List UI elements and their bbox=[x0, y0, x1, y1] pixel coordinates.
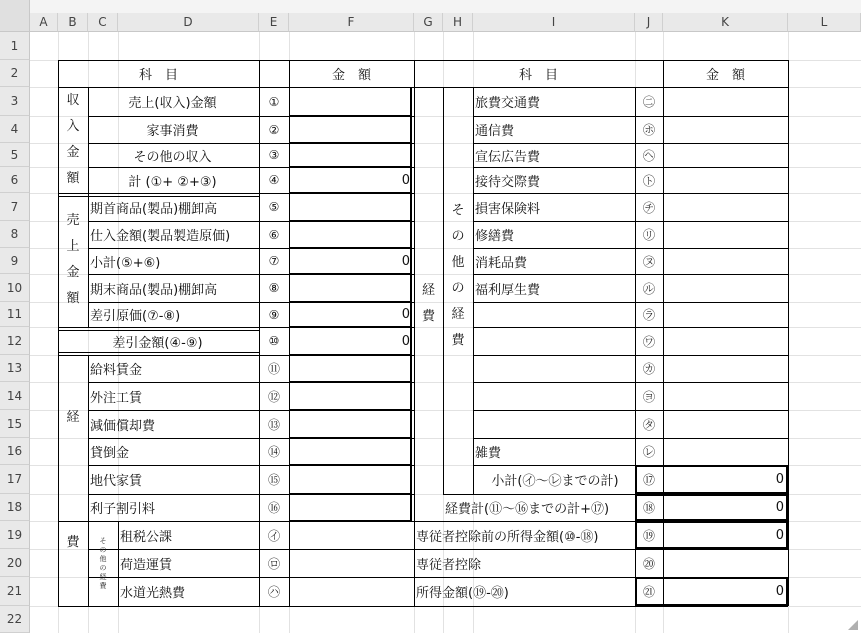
income-group-label bbox=[58, 87, 88, 193]
other-small-group-label-char: 費 bbox=[99, 581, 107, 590]
row-header-6[interactable]: 6 bbox=[0, 167, 30, 193]
left-item-mark-4: ④ bbox=[268, 173, 280, 187]
left-item-label-9: 差引原価(⑦-⑧) bbox=[90, 309, 181, 324]
left-item-mark-17: ㋑ bbox=[267, 528, 280, 543]
amount-box-border bbox=[635, 465, 788, 494]
right-item-label-1: 旅費交通費 bbox=[475, 96, 541, 111]
row-header-13[interactable]: 13 bbox=[0, 355, 30, 382]
left-subject-header: 科 目 bbox=[138, 68, 178, 83]
left-item-label-11: 給料賃金 bbox=[90, 363, 143, 378]
column-header-E[interactable]: E bbox=[259, 13, 289, 32]
right-item-mark-12: ㋵ bbox=[642, 389, 655, 404]
border-line bbox=[259, 382, 260, 410]
left-item-label-19: 水道光熱費 bbox=[120, 586, 186, 601]
right-amount-cell-18[interactable] bbox=[663, 549, 788, 577]
border-line bbox=[259, 549, 260, 577]
right-item-label-14: 雑費 bbox=[475, 446, 502, 461]
border-line bbox=[259, 410, 260, 438]
right-item-mark-5: ㋠ bbox=[642, 200, 655, 215]
other-expense-group-label-char: の bbox=[451, 281, 465, 296]
left-item-label-10: 差引金額(④-⑨) bbox=[112, 335, 203, 351]
column-header-I[interactable]: I bbox=[473, 13, 635, 32]
border-line bbox=[259, 355, 260, 382]
amount-box-border bbox=[289, 327, 412, 355]
right-amount-cell-2[interactable] bbox=[663, 116, 788, 143]
right-item-mark-4: ㋣ bbox=[642, 173, 655, 188]
left-item-label-3: その他の収入 bbox=[133, 149, 212, 165]
right-item-label-2: 通信費 bbox=[475, 124, 515, 139]
amount-box-border bbox=[289, 116, 412, 143]
border-line bbox=[788, 60, 789, 606]
row-header-10[interactable]: 10 bbox=[0, 274, 30, 302]
sales-group-label bbox=[58, 193, 88, 327]
left-item-mark-6: ⑥ bbox=[268, 227, 280, 242]
amount-box-border bbox=[635, 521, 788, 549]
right-amount-cell-3[interactable] bbox=[663, 143, 788, 167]
left-item-mark-2: ② bbox=[268, 122, 280, 137]
right-item-mark-7: ㋦ bbox=[642, 254, 655, 269]
sales-group-label-char: 上 bbox=[66, 239, 80, 254]
right-amount-cell-5[interactable] bbox=[663, 193, 788, 221]
border-line bbox=[259, 521, 260, 549]
border-line bbox=[259, 438, 260, 465]
border-line bbox=[259, 167, 260, 193]
other-small-group-label bbox=[88, 525, 118, 602]
expense-group-label bbox=[58, 355, 88, 606]
right-amount-header: 金 額 bbox=[705, 68, 745, 83]
left-item-mark-9: ⑨ bbox=[268, 307, 280, 322]
right-amount-cell-1[interactable] bbox=[663, 87, 788, 116]
amount-box-border bbox=[289, 438, 412, 465]
other-small-group-label-char: の bbox=[99, 563, 107, 572]
left-item-mark-7: ⑦ bbox=[268, 254, 280, 268]
left-item-label-17: 租税公課 bbox=[120, 529, 173, 545]
border-line bbox=[473, 87, 474, 494]
left-amount-cell-4[interactable]: 0 bbox=[401, 172, 410, 188]
right-item-label-19: 所得金額(⑲-⑳) bbox=[416, 586, 509, 601]
right-item-label-12 bbox=[475, 382, 635, 410]
right-item-label-16: 経費計(⑪〜⑯までの計+⑰) bbox=[445, 502, 610, 517]
left-item-mark-19: ㋩ bbox=[267, 585, 280, 599]
left-item-label-15: 地代家賃 bbox=[90, 474, 143, 489]
column-header-K[interactable]: K bbox=[663, 13, 788, 32]
right-amount-cell-12[interactable] bbox=[663, 382, 788, 410]
amount-box-border bbox=[289, 302, 412, 327]
right-amount-cell-15[interactable]: 0 bbox=[775, 472, 784, 487]
amount-box-border bbox=[289, 143, 412, 167]
row-header-17[interactable]: 17 bbox=[0, 465, 30, 494]
row-header-14[interactable]: 14 bbox=[0, 382, 30, 410]
left-item-label-18: 荷造運賃 bbox=[120, 557, 173, 573]
right-item-mark-10: ㋻ bbox=[642, 334, 655, 349]
column-header-C[interactable]: C bbox=[88, 13, 118, 32]
right-item-mark-14: ㋹ bbox=[642, 445, 655, 459]
right-amount-cell-10[interactable] bbox=[663, 327, 788, 355]
left-item-label-7: 小計(⑤+⑥) bbox=[90, 255, 161, 271]
border-line bbox=[259, 143, 260, 167]
right-item-label-5: 損害保険料 bbox=[475, 201, 541, 217]
right-item-label-15: 小計(㋑〜㋹までの計) bbox=[491, 474, 619, 489]
row-header-20[interactable]: 20 bbox=[0, 549, 30, 577]
left-item-label-14: 貸倒金 bbox=[90, 446, 130, 461]
other-expense-group-label-char: 他 bbox=[451, 255, 465, 270]
corner-triangle-icon bbox=[848, 620, 858, 630]
income-group-label-char: 収 bbox=[66, 93, 80, 108]
right-amount-cell-6[interactable] bbox=[663, 221, 788, 248]
border-line bbox=[58, 352, 259, 353]
column-header-H[interactable]: H bbox=[443, 13, 473, 32]
left-amount-cell-10[interactable]: 0 bbox=[401, 333, 410, 349]
left-item-label-6: 仕入金額(製品製造原価) bbox=[90, 229, 231, 244]
right-item-label-9 bbox=[475, 302, 635, 327]
right-amount-cell-9[interactable] bbox=[663, 302, 788, 327]
left-item-mark-11: ⑪ bbox=[267, 362, 280, 376]
column-header-strip bbox=[30, 0, 861, 13]
left-item-mark-13: ⑬ bbox=[267, 417, 280, 432]
row-header-15[interactable]: 15 bbox=[0, 410, 30, 438]
border-line bbox=[259, 193, 260, 221]
border-line bbox=[259, 494, 260, 521]
left-item-label-8: 期末商品(製品)棚卸高 bbox=[90, 282, 218, 298]
right-item-label-4: 接待交際費 bbox=[475, 174, 541, 190]
amount-box-border bbox=[289, 221, 412, 248]
column-header-A[interactable]: A bbox=[30, 13, 58, 32]
right-amount-cell-11[interactable] bbox=[663, 355, 788, 382]
other-expense-group-label bbox=[443, 87, 473, 465]
amount-box-border bbox=[289, 494, 412, 521]
row-header-9[interactable]: 9 bbox=[0, 248, 30, 274]
border-line bbox=[58, 196, 259, 197]
right-item-label-18: 専従者控除 bbox=[416, 557, 482, 573]
amount-box-border bbox=[289, 355, 412, 382]
right-item-mark-6: ㋷ bbox=[642, 228, 655, 242]
sales-group-label-char: 売 bbox=[66, 213, 80, 228]
left-item-mark-16: ⑯ bbox=[267, 501, 280, 515]
row-header-7[interactable]: 7 bbox=[0, 193, 30, 221]
keihi-group-label bbox=[414, 87, 443, 521]
left-item-mark-3: ③ bbox=[268, 148, 280, 162]
other-expense-group-label-char: そ bbox=[451, 203, 465, 218]
row-header-19[interactable]: 19 bbox=[0, 521, 30, 549]
left-amount-cell-19[interactable] bbox=[289, 577, 414, 606]
left-item-mark-8: ⑧ bbox=[268, 281, 280, 295]
row-header-3[interactable]: 3 bbox=[0, 87, 30, 116]
left-amount-cell-17[interactable] bbox=[289, 521, 414, 549]
keihi-group-label-char: 費 bbox=[421, 309, 435, 324]
amount-box-border bbox=[289, 410, 412, 438]
left-item-mark-18: ㋺ bbox=[267, 556, 280, 571]
column-header-J[interactable]: J bbox=[635, 13, 663, 32]
right-item-mark-18: ⑳ bbox=[642, 556, 655, 571]
amount-box-border bbox=[289, 167, 412, 193]
right-amount-cell-8[interactable] bbox=[663, 274, 788, 302]
right-item-label-3: 宣伝広告費 bbox=[475, 149, 541, 165]
border-line bbox=[259, 221, 260, 248]
left-item-mark-14: ⑭ bbox=[267, 445, 280, 459]
left-amount-header: 金 額 bbox=[331, 68, 371, 83]
keihi-group-label-char: 経 bbox=[421, 283, 435, 298]
other-expense-group-label-char: の bbox=[451, 229, 465, 244]
right-item-mark-1: ㊁ bbox=[642, 95, 655, 109]
amount-box-border bbox=[635, 577, 788, 606]
left-item-mark-1: ① bbox=[268, 94, 280, 109]
border-line bbox=[259, 302, 260, 327]
right-item-label-11 bbox=[475, 355, 635, 382]
other-expense-group-label-char: 経 bbox=[451, 307, 465, 322]
right-item-mark-13: ㋟ bbox=[642, 417, 655, 432]
right-item-label-7: 消耗品費 bbox=[475, 255, 528, 271]
other-small-group-label-char: そ bbox=[99, 536, 107, 545]
row-header-2[interactable]: 2 bbox=[0, 60, 30, 87]
right-amount-cell-16[interactable]: 0 bbox=[775, 500, 784, 515]
other-expense-group-label-char: 費 bbox=[451, 333, 465, 348]
left-amount-cell-18[interactable] bbox=[289, 549, 414, 577]
border-line bbox=[259, 248, 260, 274]
right-item-mark-16: ⑱ bbox=[642, 501, 655, 515]
border-line bbox=[58, 606, 788, 607]
row-header-5[interactable]: 5 bbox=[0, 143, 30, 167]
amount-box-border bbox=[289, 193, 412, 221]
amount-box-border bbox=[289, 465, 412, 494]
row-header-11[interactable]: 11 bbox=[0, 302, 30, 327]
left-item-mark-10: ⑩ bbox=[268, 334, 280, 348]
right-item-label-6: 修繕費 bbox=[475, 229, 515, 244]
left-item-label-2: 家事消費 bbox=[146, 124, 199, 139]
column-header-F[interactable]: F bbox=[289, 13, 414, 32]
left-item-mark-15: ⑮ bbox=[267, 473, 280, 487]
right-amount-cell-19[interactable]: 0 bbox=[775, 584, 784, 599]
right-item-label-8: 福利厚生費 bbox=[475, 282, 541, 298]
left-item-label-5: 期首商品(製品)棚卸高 bbox=[90, 201, 218, 217]
border-line bbox=[88, 87, 89, 327]
border-line bbox=[259, 274, 260, 302]
row-header-16[interactable]: 16 bbox=[0, 438, 30, 465]
right-item-label-13 bbox=[475, 410, 635, 438]
income-group-label-char: 入 bbox=[66, 119, 80, 134]
right-item-mark-11: ㋕ bbox=[642, 362, 655, 376]
other-small-group-label-char: の bbox=[99, 545, 107, 554]
row-header-18[interactable]: 18 bbox=[0, 494, 30, 521]
left-item-label-1: 売上(収入)金額 bbox=[128, 96, 217, 111]
column-header-B[interactable]: B bbox=[58, 13, 88, 32]
right-amount-cell-13[interactable] bbox=[663, 410, 788, 438]
income-group-label-char: 額 bbox=[66, 171, 80, 186]
income-group-label-char: 金 bbox=[66, 145, 80, 160]
select-all-corner[interactable] bbox=[0, 0, 30, 32]
right-item-mark-15: ⑰ bbox=[642, 473, 655, 487]
right-item-label-10 bbox=[475, 327, 635, 355]
right-item-mark-9: ㋶ bbox=[642, 308, 655, 322]
left-item-label-4: 計 (①+ ②+③) bbox=[128, 174, 217, 190]
other-small-group-label-char: 経 bbox=[99, 572, 107, 581]
row-header-4[interactable]: 4 bbox=[0, 116, 30, 143]
row-header-1[interactable]: 1 bbox=[0, 32, 30, 60]
right-item-label-17: 専従者控除前の所得金額(⑩-⑱) bbox=[416, 529, 599, 545]
amount-box-border bbox=[289, 382, 412, 410]
amount-box-border bbox=[635, 494, 788, 521]
left-item-label-13: 減価償却費 bbox=[90, 418, 156, 434]
border-line bbox=[118, 521, 119, 606]
border-line bbox=[259, 577, 260, 606]
right-amount-cell-14[interactable] bbox=[663, 438, 788, 465]
other-small-group-label-char: 他 bbox=[99, 554, 107, 563]
right-amount-cell-7[interactable] bbox=[663, 248, 788, 274]
column-header-L[interactable]: L bbox=[788, 13, 861, 32]
border-line bbox=[259, 116, 260, 143]
right-item-mark-2: ㋭ bbox=[642, 123, 655, 137]
border-line bbox=[259, 87, 260, 116]
border-line bbox=[58, 330, 259, 331]
left-item-mark-5: ⑤ bbox=[268, 200, 280, 214]
border-line bbox=[259, 465, 260, 494]
right-subject-header: 科 目 bbox=[518, 68, 558, 83]
row-header-21[interactable]: 21 bbox=[0, 577, 30, 606]
border-line bbox=[259, 327, 260, 355]
amount-box-border bbox=[289, 274, 412, 302]
row-header-12[interactable]: 12 bbox=[0, 327, 30, 355]
sales-group-label-char: 額 bbox=[66, 291, 80, 306]
column-header-D[interactable]: D bbox=[118, 13, 259, 32]
expense-group-char: 費 bbox=[66, 535, 80, 551]
amount-box-border bbox=[289, 248, 412, 274]
expense-group-char: 経 bbox=[66, 409, 80, 425]
border-line bbox=[259, 60, 260, 87]
left-item-mark-12: ⑫ bbox=[267, 389, 280, 404]
left-item-label-16: 利子割引料 bbox=[90, 502, 156, 517]
right-amount-cell-4[interactable] bbox=[663, 167, 788, 193]
right-item-mark-19: ㉑ bbox=[642, 585, 655, 599]
amount-box-border bbox=[289, 87, 412, 116]
sales-group-label-char: 金 bbox=[66, 265, 80, 280]
left-amount-cell-7[interactable]: 0 bbox=[401, 253, 410, 269]
right-amount-cell-17[interactable]: 0 bbox=[775, 527, 784, 543]
left-amount-cell-9[interactable]: 0 bbox=[401, 307, 410, 322]
column-header-G[interactable]: G bbox=[414, 13, 443, 32]
right-item-mark-3: ㋬ bbox=[642, 148, 655, 163]
right-item-mark-8: ㋸ bbox=[642, 281, 655, 296]
left-item-label-12: 外注工賃 bbox=[90, 390, 143, 406]
row-header-8[interactable]: 8 bbox=[0, 221, 30, 248]
right-item-mark-17: ⑲ bbox=[642, 528, 655, 543]
row-header-22[interactable]: 22 bbox=[0, 606, 30, 633]
